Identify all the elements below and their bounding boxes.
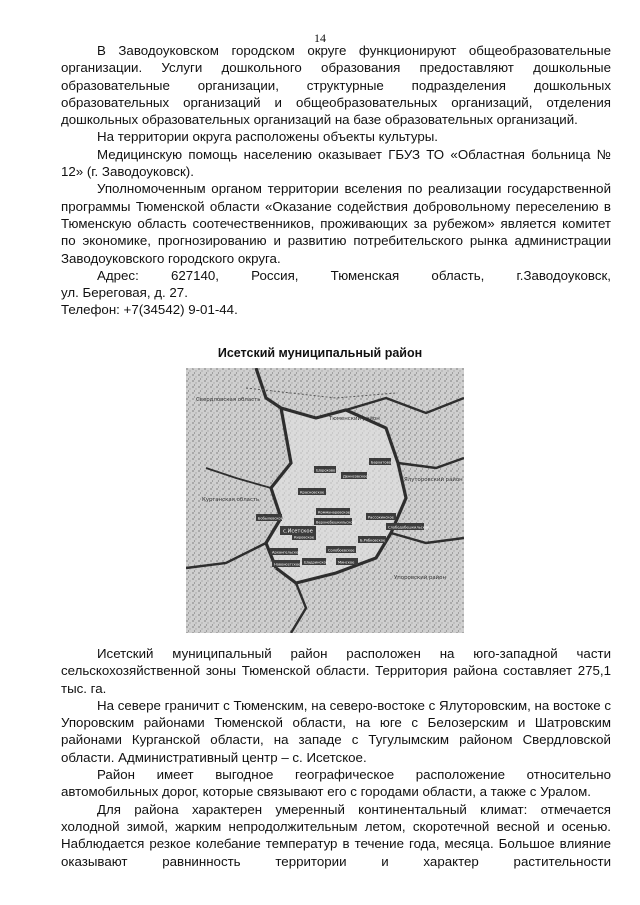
svg-text:с.Исетское: с.Исетское xyxy=(283,528,313,535)
climate-paragraph: Для района характерен умеренный континентальный климат: отмечается холодной зимой, жарким непродолжительным летом, скоротечной весной и осенью. Наблюдается резкое колебание температур в течение года, месяца. Большое влияние оказывают равнинность территории и характер растительности xyxy=(61,801,611,869)
address-line: Адрес: 627140, Россия, Тюменская область, г.Заводоуковск, xyxy=(97,267,611,283)
region-label-yalutorovsk: Ялуторовский район xyxy=(404,477,463,483)
roads-paragraph: Район имеет выгодное географическое расположение относительно автомобильных дорог, которые связывают его с городами области, а также с Уралом. xyxy=(61,767,611,800)
settlement-label xyxy=(341,472,368,479)
svg-text:Денисовское: Денисовское xyxy=(343,474,368,479)
svg-text:Бархатово: Бархатово xyxy=(371,460,391,465)
culture-paragraph: На территории округа расположены объекты культуры. xyxy=(97,129,438,145)
region-label-tyumen: Тюменский район xyxy=(329,416,380,422)
medical-paragraph: Медицинскую помощь населению оказывает ГБУЗ ТО «Областная больница № 12» (г. Заводоуковск). xyxy=(61,146,611,180)
authority-paragraph: Уполномоченным органом территории вселения по реализации государственной программы Тюменской области «Оказание содействия добровольному переселению в Тюменскую область соотечественников, проживающих за рубежом» является комитет по экономике, прогнозированию и развитию потребительского рынка администрации Заводоуковского городского округа. xyxy=(61,181,611,266)
svg-text:Шорохово: Шорохово xyxy=(316,468,336,473)
settlement-label xyxy=(316,508,351,515)
svg-text:Рассохинское: Рассохинское xyxy=(368,515,394,520)
svg-text:Верхнебешкильское: Верхнебешкильское xyxy=(316,520,355,525)
district-map xyxy=(186,368,464,633)
svg-text:Слободобешкильское: Слободобешкильское xyxy=(388,525,430,530)
svg-text:Минское: Минское xyxy=(338,560,355,565)
settlement-label xyxy=(256,514,284,521)
settlement-label xyxy=(336,558,358,565)
svg-text:Шадринское: Шадринское xyxy=(304,560,329,565)
settlement-label xyxy=(326,546,356,553)
settlement-label xyxy=(358,536,386,543)
district-map-graphic xyxy=(186,368,464,633)
settlement-label xyxy=(366,513,396,520)
settlement-label xyxy=(272,560,301,567)
svg-text:Кировское: Кировское xyxy=(294,535,315,540)
settlement-label xyxy=(314,466,336,473)
settlement-label xyxy=(369,458,391,465)
district-text-block xyxy=(61,645,611,870)
svg-text:Бобылевское: Бобылевское xyxy=(258,516,283,521)
intro-text-block xyxy=(61,42,611,319)
section-title: Исетский муниципальный район xyxy=(217,346,423,360)
settlement-label xyxy=(386,523,430,530)
borders-paragraph: На севере граничит с Тюменским, на северо-востоке с Ялуторовским, на востоке с Упоровским районами Тюменской области, на юге с Белозерским и Шатровским районами Курганской области, на западе с Тугулымским районом Свердловской области. Административный центр – с. Исетское. xyxy=(61,697,611,765)
page-number: 14 xyxy=(314,31,326,45)
svg-text:Архангельское: Архангельское xyxy=(272,550,301,555)
svg-text:Красновское xyxy=(186,368,211,369)
settlement-label xyxy=(302,558,329,565)
settlement-label xyxy=(298,488,326,495)
svg-text:Красновское: Красновское xyxy=(300,490,325,495)
region-label-kurgan: Курганская область xyxy=(202,497,260,503)
svg-text:Б.Рябковское: Б.Рябковское xyxy=(360,538,386,543)
settlement-label xyxy=(314,518,356,525)
phone-line: Телефон: +7(34542) 9-01-44. xyxy=(61,302,238,318)
address-street: ул. Береговая, д. 27. xyxy=(61,285,188,301)
admin-center-label xyxy=(280,526,316,535)
svg-text:Коммунаровское: Коммунаровское xyxy=(318,510,351,515)
education-paragraph: В Заводоуковском городском округе функционируют общеобразовательные организации. Услуги дошкольного образования предоставляют дошкольные образовательные организации, структурные подразделения дошкольных образовательных организаций и общеобразовательных организаций, отделения дошкольных образовательных организаций на базе образовательных организаций. xyxy=(61,43,611,128)
settlement-label xyxy=(270,548,301,555)
svg-text:Солобоевское: Солобоевское xyxy=(328,548,355,553)
region-label-uporovo: Упоровский район xyxy=(394,575,446,581)
svg-text:Новоисетское: Новоисетское xyxy=(274,562,301,567)
region-label-sverdlovsk: Свердловская область xyxy=(196,397,261,403)
location-paragraph: Исетский муниципальный район расположен на юго-западной части сельскохозяйственной зоны Тюменской области. Территория района составляет 275,1 тыс. га. xyxy=(61,646,611,696)
settlement-label xyxy=(186,368,211,369)
